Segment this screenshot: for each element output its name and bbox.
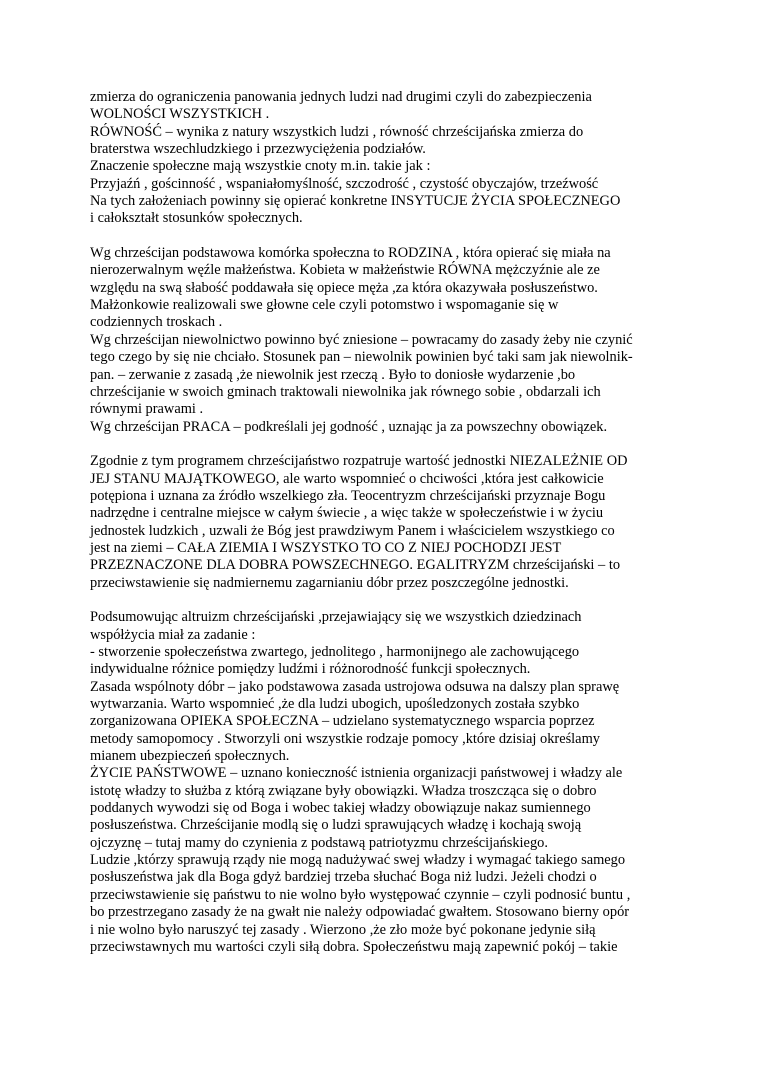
text-line: zmierza do ograniczenia panowania jednych ludzi nad drugimi czyli do zabezpieczenia	[90, 89, 592, 105]
text-line: codziennych troskach .	[90, 314, 223, 331]
text-line: nadrzędne i centralne miejsce w całym świecie , a więc także w społeczeństwie i w życiu	[90, 505, 604, 522]
text-line: - stworzenie społeczeństwa zwartego, jednolitego , harmonijnego ale zachowującego	[90, 644, 580, 660]
text-line: współżycia miał za zadanie :	[90, 626, 256, 643]
text-line: Zasada wspólnoty dóbr – jako podstawowa zasada ustrojowa odsuwa na dalszy plan sprawę	[90, 678, 620, 695]
paragraph-egalitarianism	[90, 453, 670, 592]
text-line: równymi prawami .	[90, 401, 204, 418]
text-line: Przyjaźń , gościnność , wspaniałomyślność, szczodrość , czystość obyczajów, trzeźwość	[90, 175, 599, 192]
text-line: Znaczenie społeczne mają wszystkie cnoty m.in. takie jak :	[90, 158, 431, 175]
text-line: poddanych wywodzi się od Boga i wobec takiej władzy obowiązuje nakaz sumiennego	[90, 800, 591, 817]
text-line: przeciwstawienie się nadmiernemu zagarnianiu dóbr przez poszczególne jednostki.	[90, 574, 569, 591]
text-line: przeciwstawienie się państwu to nie wolno było występować czynnie – czyli podnosić buntu ,	[90, 886, 631, 903]
text-line: posłuszeństwa. Chrześcijanie modlą się o ludzi sprawujących władzę i kochają swoją	[90, 817, 582, 834]
text-line: JEJ STANU MAJĄTKOWEGO, ale warto wspomnieć o chciwości ,która jest całkowicie	[90, 470, 604, 487]
text-line: przeciwstawnych mu wartości czyli siłą dobra. Społeczeństwu mają zapewnić pokój – takie	[90, 938, 618, 955]
paragraph-summary-state	[90, 609, 670, 956]
text-line: Wg chrześcijan niewolnictwo powinno być zniesione – powracamy do zasady żeby nie czynić	[90, 331, 633, 348]
text-line: ŻYCIE PAŃSTWOWE – uznano konieczność istnienia organizacji państwowej i władzy ale	[90, 765, 623, 782]
text-line: istotę władzy to służba z którą związane były obowiązki. Władza troszcząca się o dobro	[90, 782, 597, 799]
text-line: nierozerwalnym węźle małżeństwa. Kobieta w małżeństwie RÓWNA mężczyźnie ale ze	[90, 262, 600, 279]
text-line: chrześcijanie w swoich gminach traktowali niewolnika jak równego sobie , obdarzali ich	[90, 383, 601, 400]
text-line: Ludzie ,którzy sprawują rządy nie mogą nadużywać swej władzy i wymagać takiego samego	[90, 852, 626, 869]
text-line: zorganizowana OPIEKA SPOŁECZNA – udzielano systematycznego wsparcia poprzez	[90, 713, 595, 730]
text-line: PRZEZNACZONE DLA DOBRA POWSZECHNEGO. EGALITRYZM chrześcijański – to	[90, 557, 621, 574]
text-line: RÓWNOŚĆ – wynika z natury wszystkich ludzi , równość chrześcijańska zmierza do	[90, 123, 584, 140]
text-line: jednostek ludzkich , uzwali że Bóg jest prawdziwym Panem i właścicielem wszystkiego co	[90, 522, 615, 539]
text-line: posłuszeństwa jak dla Boga gdyż bardziej trzeba słuchać Boga niż ludzi. Jeżeli chodzi o	[90, 869, 597, 886]
text-line: braterstwa wszechludzkiego i przezwyciężenia podziałów.	[90, 141, 426, 158]
text-line: pan. – zerwanie z zasadą ,że niewolnik jest rzeczą . Było to doniosłe wydarzenie ,bo	[90, 366, 576, 383]
text-line: mianem ubezpieczeń społecznych.	[90, 748, 290, 765]
text-line: względu na swą słabość poddawała się opiece męża ,za która okazywała posłuszeństwo.	[90, 279, 598, 296]
text-line: metody samopomocy . Stworzyli oni wszystkie rodzaje pomocy ,które dzisiaj określamy	[90, 730, 600, 747]
text-line: Małżonkowie realizowali swe głowne cele czyli potomstwo i wspomaganie się w	[90, 297, 559, 314]
text-line: wytwarzania. Warto wspomnieć ,że dla ludzi ubogich, upośledzonych została szybko	[90, 696, 580, 713]
text-line: Zgodnie z tym programem chrześcijaństwo rozpatruje wartość jednostki NIEZALEŻNIE OD	[90, 453, 628, 470]
paragraph-virtues	[90, 89, 670, 228]
text-line: indywidualne różnice pomiędzy ludźmi i różnorodność funkcji społecznych.	[90, 661, 531, 678]
document-page	[90, 89, 670, 956]
paragraph-gap	[90, 436, 670, 453]
text-line: i całokształt stosunków społecznych.	[90, 210, 303, 227]
text-line: Wg chrześcijan podstawowa komórka społeczna to RODZINA , która opierać się miała na	[90, 245, 611, 262]
text-line: WOLNOŚCI WSZYSTKICH .	[90, 106, 270, 123]
text-line: bo przestrzegano zasady że na gwałt nie należy odpowiadać gwałtem. Stosowano bierny opór	[90, 904, 630, 921]
paragraph-gap	[90, 228, 670, 245]
text-line: Na tych założeniach powinny się opierać konkretne INSYTUCJE ŻYCIA SPOŁECZNEGO	[90, 193, 621, 210]
text-line: Wg chrześcijan PRACA – podkreślali jej godność , uznając ja za powszechny obowiązek.	[90, 418, 608, 435]
text-line: i nie wolno było naruszyć tej zasady . Wierzono ,że zło może być pokonane jedynie siłą	[90, 921, 596, 938]
text-line: tego czego by się nie chciało. Stosunek pan – niewolnik powinien być taki sam jak niewolnik-	[90, 349, 633, 366]
text-line: potępiona i uznana za źródło wszelkiego zła. Teocentryzm chrześcijański przyznaje Bogu	[90, 487, 606, 504]
text-line: ojczyznę – tutaj mamy do czynienia z podstawą patriotyzmu chrześcijańskiego.	[90, 834, 548, 851]
text-line: Podsumowując altruizm chrześcijański ,przejawiający się we wszystkich dziedzinach	[90, 609, 582, 626]
paragraph-family-slavery-work	[90, 245, 670, 436]
text-line: jest na ziemi – CAŁA ZIEMIA I WSZYSTKO TO CO Z NIEJ POCHODZI JEST	[90, 539, 562, 556]
paragraph-gap	[90, 592, 670, 609]
